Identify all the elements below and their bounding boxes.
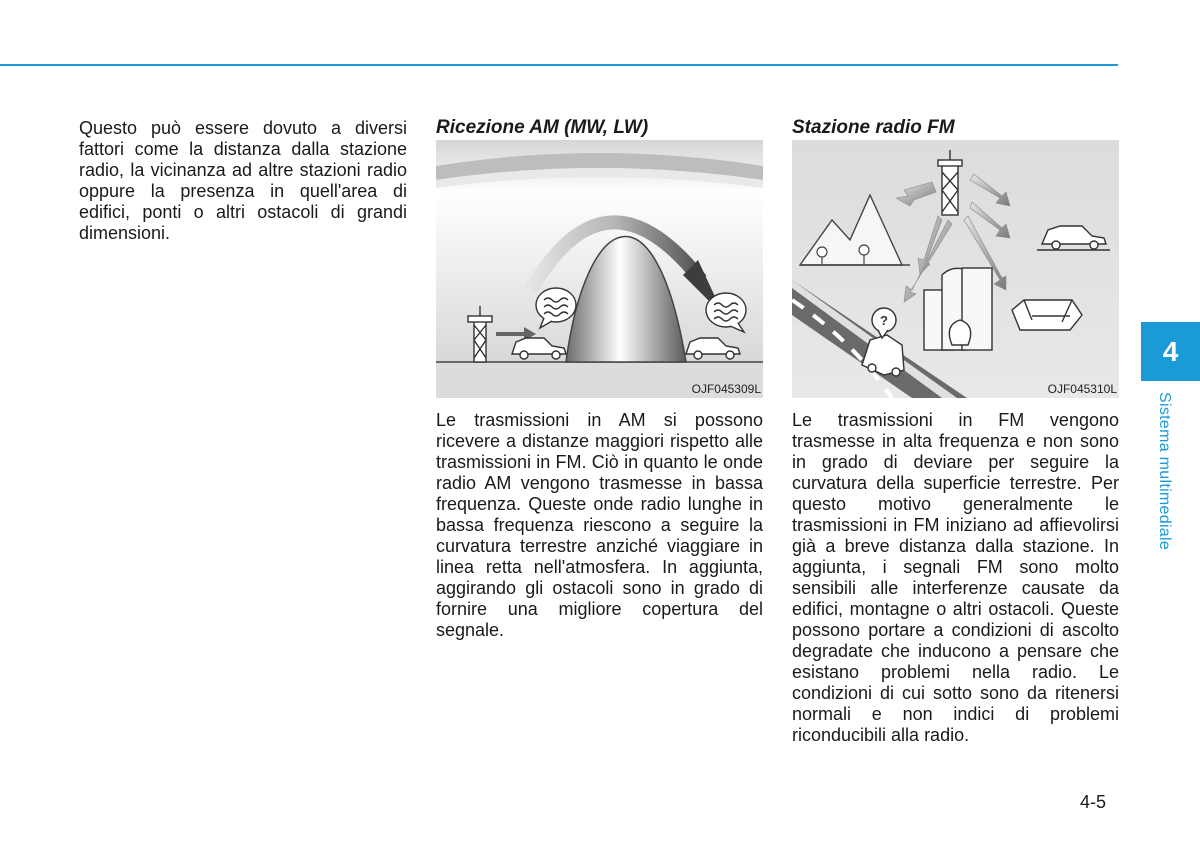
left-column (79, 118, 407, 244)
am-section (436, 116, 763, 641)
question-bubble-text: ? (880, 313, 888, 328)
header-rule (0, 64, 1118, 66)
fm-section (792, 116, 1119, 746)
am-illustration (436, 140, 763, 398)
chapter-side-label (1152, 392, 1176, 562)
chapter-label: Sistema multimediale (1156, 392, 1173, 551)
am-heading: Ricezione AM (MW, LW) (436, 117, 649, 138)
chapter-number: 4 (1162, 335, 1179, 367)
chapter-tab (1141, 322, 1200, 381)
fm-paragraph: Le trasmissioni in FM vengono trasmesse in alta frequenza e non sono in grado di deviare per seguire la curvatura della superficie terrestre. Per questo motivo generalmente le trasmissioni in FM iniziano ad affievolirsi già a breve distanza dalla stazione. In aggiunta, i segnali FM sono molto sensibili alle interferenze causate da edifici, montagne o altri ostacoli. Queste possono portare a condizioni di ascolto degradate che inducono a pensare che esistano problemi nella radio. Le condizioni di cui sotto sono da ritenersi normali e non indici di problemi riconducibili alla radio. (792, 410, 1119, 745)
intro-paragraph: Questo può essere dovuto a diversi fattori come la distanza dalla stazione radio, la vicinanza ad altre stazioni radio oppure la presenza in quell'area di edifici, ponti o altri ostacoli di grandi dimensioni. (79, 118, 407, 243)
fm-station-figure (792, 140, 1119, 398)
am-reception-figure (436, 140, 763, 398)
page-number: 4-5 (1080, 792, 1107, 812)
fm-illustration (792, 140, 1119, 398)
am-paragraph: Le trasmissioni in AM si possono ricevere a distanze maggiori rispetto alle trasmissioni in FM. Ciò in quanto le onde radio AM vengono trasmesse in bassa frequenza. Queste onde radio lunghe in bassa frequenza riescono a seguire la curvatura terrestre anziché viaggiare in linea retta nell'atmosfera. In aggiunta, aggirando gli ostacoli sono in grado di fornire una migliore copertura del segnale. (436, 410, 763, 640)
am-figure-code: OJF045309L (691, 382, 761, 396)
fm-figure-code: OJF045310L (1047, 382, 1117, 396)
fm-heading: Stazione radio FM (792, 117, 955, 138)
